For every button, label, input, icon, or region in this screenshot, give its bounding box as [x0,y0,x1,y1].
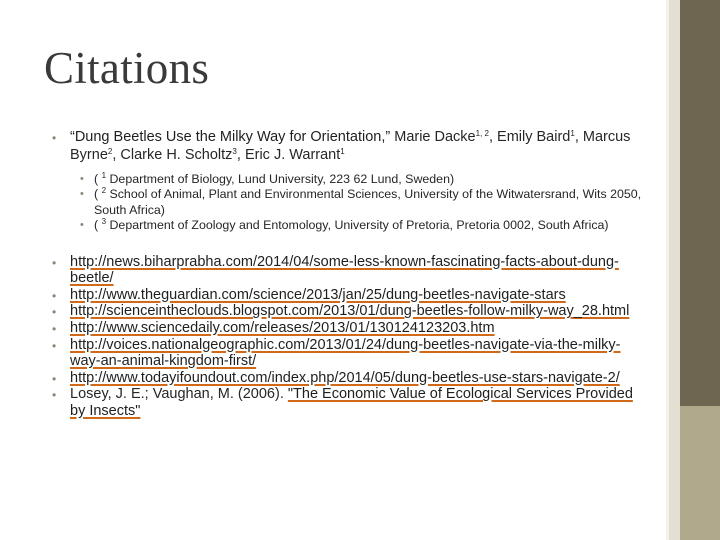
bullet-icon: • [52,371,57,386]
affiliation-text: School of Animal, Plant and Environmental Sciences, University of the Witwatersrand, Wits 2050, South Africa) [94,187,642,217]
author-separator: , [574,129,583,145]
link-item [52,337,642,370]
paper-title: “Dung Beetles Use the Milky Way for Orientation,” [70,129,391,145]
link-item [52,254,642,287]
bullet-icon: • [52,388,57,403]
link-list [52,254,642,420]
link-item [52,303,642,320]
reference-link[interactable]: "The Economic Value of Ecological Services Provided by Insects" [70,386,633,419]
link-item [52,370,642,387]
affiliation-list [52,172,642,234]
sidebar-divider [666,0,669,540]
author-affiliation-mark: 1, 2 [475,129,489,138]
source-link[interactable]: http://www.sciencedaily.com/releases/2013/01/130124123203.htm [70,320,495,336]
author-affiliation-mark: 2 [107,147,113,156]
affiliation-item [52,218,642,233]
affiliation-open: ( [94,218,102,233]
affiliation-mark: 1 [101,171,107,180]
bullet-icon: • [52,305,57,320]
bullet-icon: • [52,288,57,303]
bullet-icon: • [52,255,57,270]
source-link[interactable]: http://www.todayifoundout.com/index.php/2014/05/dung-beetles-use-stars-navigate-2/ [70,369,620,386]
author-affiliation-mark: 3 [232,147,237,156]
author-separator: , [236,147,245,163]
author-separator: , [488,129,498,145]
bullet-icon: • [80,219,84,232]
sidebar-band-light [680,406,720,540]
author-name: Marie Dacke [394,129,476,145]
reference-item [52,386,642,419]
bullet-icon: • [80,188,84,201]
affiliation-text: Department of Zoology and Entomology, University of Pretoria, Pretoria 0002, South Africa) [106,218,609,233]
affiliation-mark: 3 [101,217,107,227]
link-item [52,287,642,304]
affiliation-item [52,172,642,187]
author-affiliation-mark: 1 [570,129,575,138]
slide-content [52,128,642,420]
author-separator: , [112,147,121,163]
source-link[interactable]: http://news.biharprabha.com/2014/04/some-less-known-fascinating-facts-about-dung-beetle/ [70,253,619,287]
reference-prefix: Losey, J. E.; Vaughan, M. (2006). [70,386,288,403]
author-name: Emily Baird [497,129,571,145]
citation-list [52,128,642,164]
affiliation-mark: 2 [101,186,107,196]
bullet-icon: • [52,338,57,353]
source-link[interactable]: http://scienceintheclouds.blogspot.com/2013/01/dung-beetles-follow-milky-way_28.html [70,303,630,320]
source-link[interactable]: http://www.theguardian.com/science/2013/jan/25/dung-beetles-navigate-stars [70,286,566,303]
author-name: Eric J. Warrant [244,147,341,163]
affiliation-item [52,187,642,218]
slide-title: Citations [44,43,210,93]
link-item [52,320,642,337]
citation-text [70,128,642,164]
bullet-icon: • [52,322,57,336]
affiliation-text: Department of Biology, Lund University, 223 62 Lund, Sweden) [106,172,455,186]
author-name: Clarke H. Scholtz [120,147,233,163]
bullet-icon: • [52,131,57,145]
sidebar-band-dark [680,0,720,406]
author-affiliation-mark: 1 [340,147,345,156]
citation-item [52,128,642,164]
author-name: Marcus Byrne [70,129,631,163]
bullet-icon: • [80,173,84,185]
source-link[interactable]: http://voices.nationalgeographic.com/2013/01/24/dung-beetles-navigate-via-the-milky-way-an-animal-kingdom-first/ [70,336,621,370]
affiliation-open: ( [94,172,102,186]
decorative-sidebar [666,0,720,540]
affiliation-open: ( [94,187,102,202]
